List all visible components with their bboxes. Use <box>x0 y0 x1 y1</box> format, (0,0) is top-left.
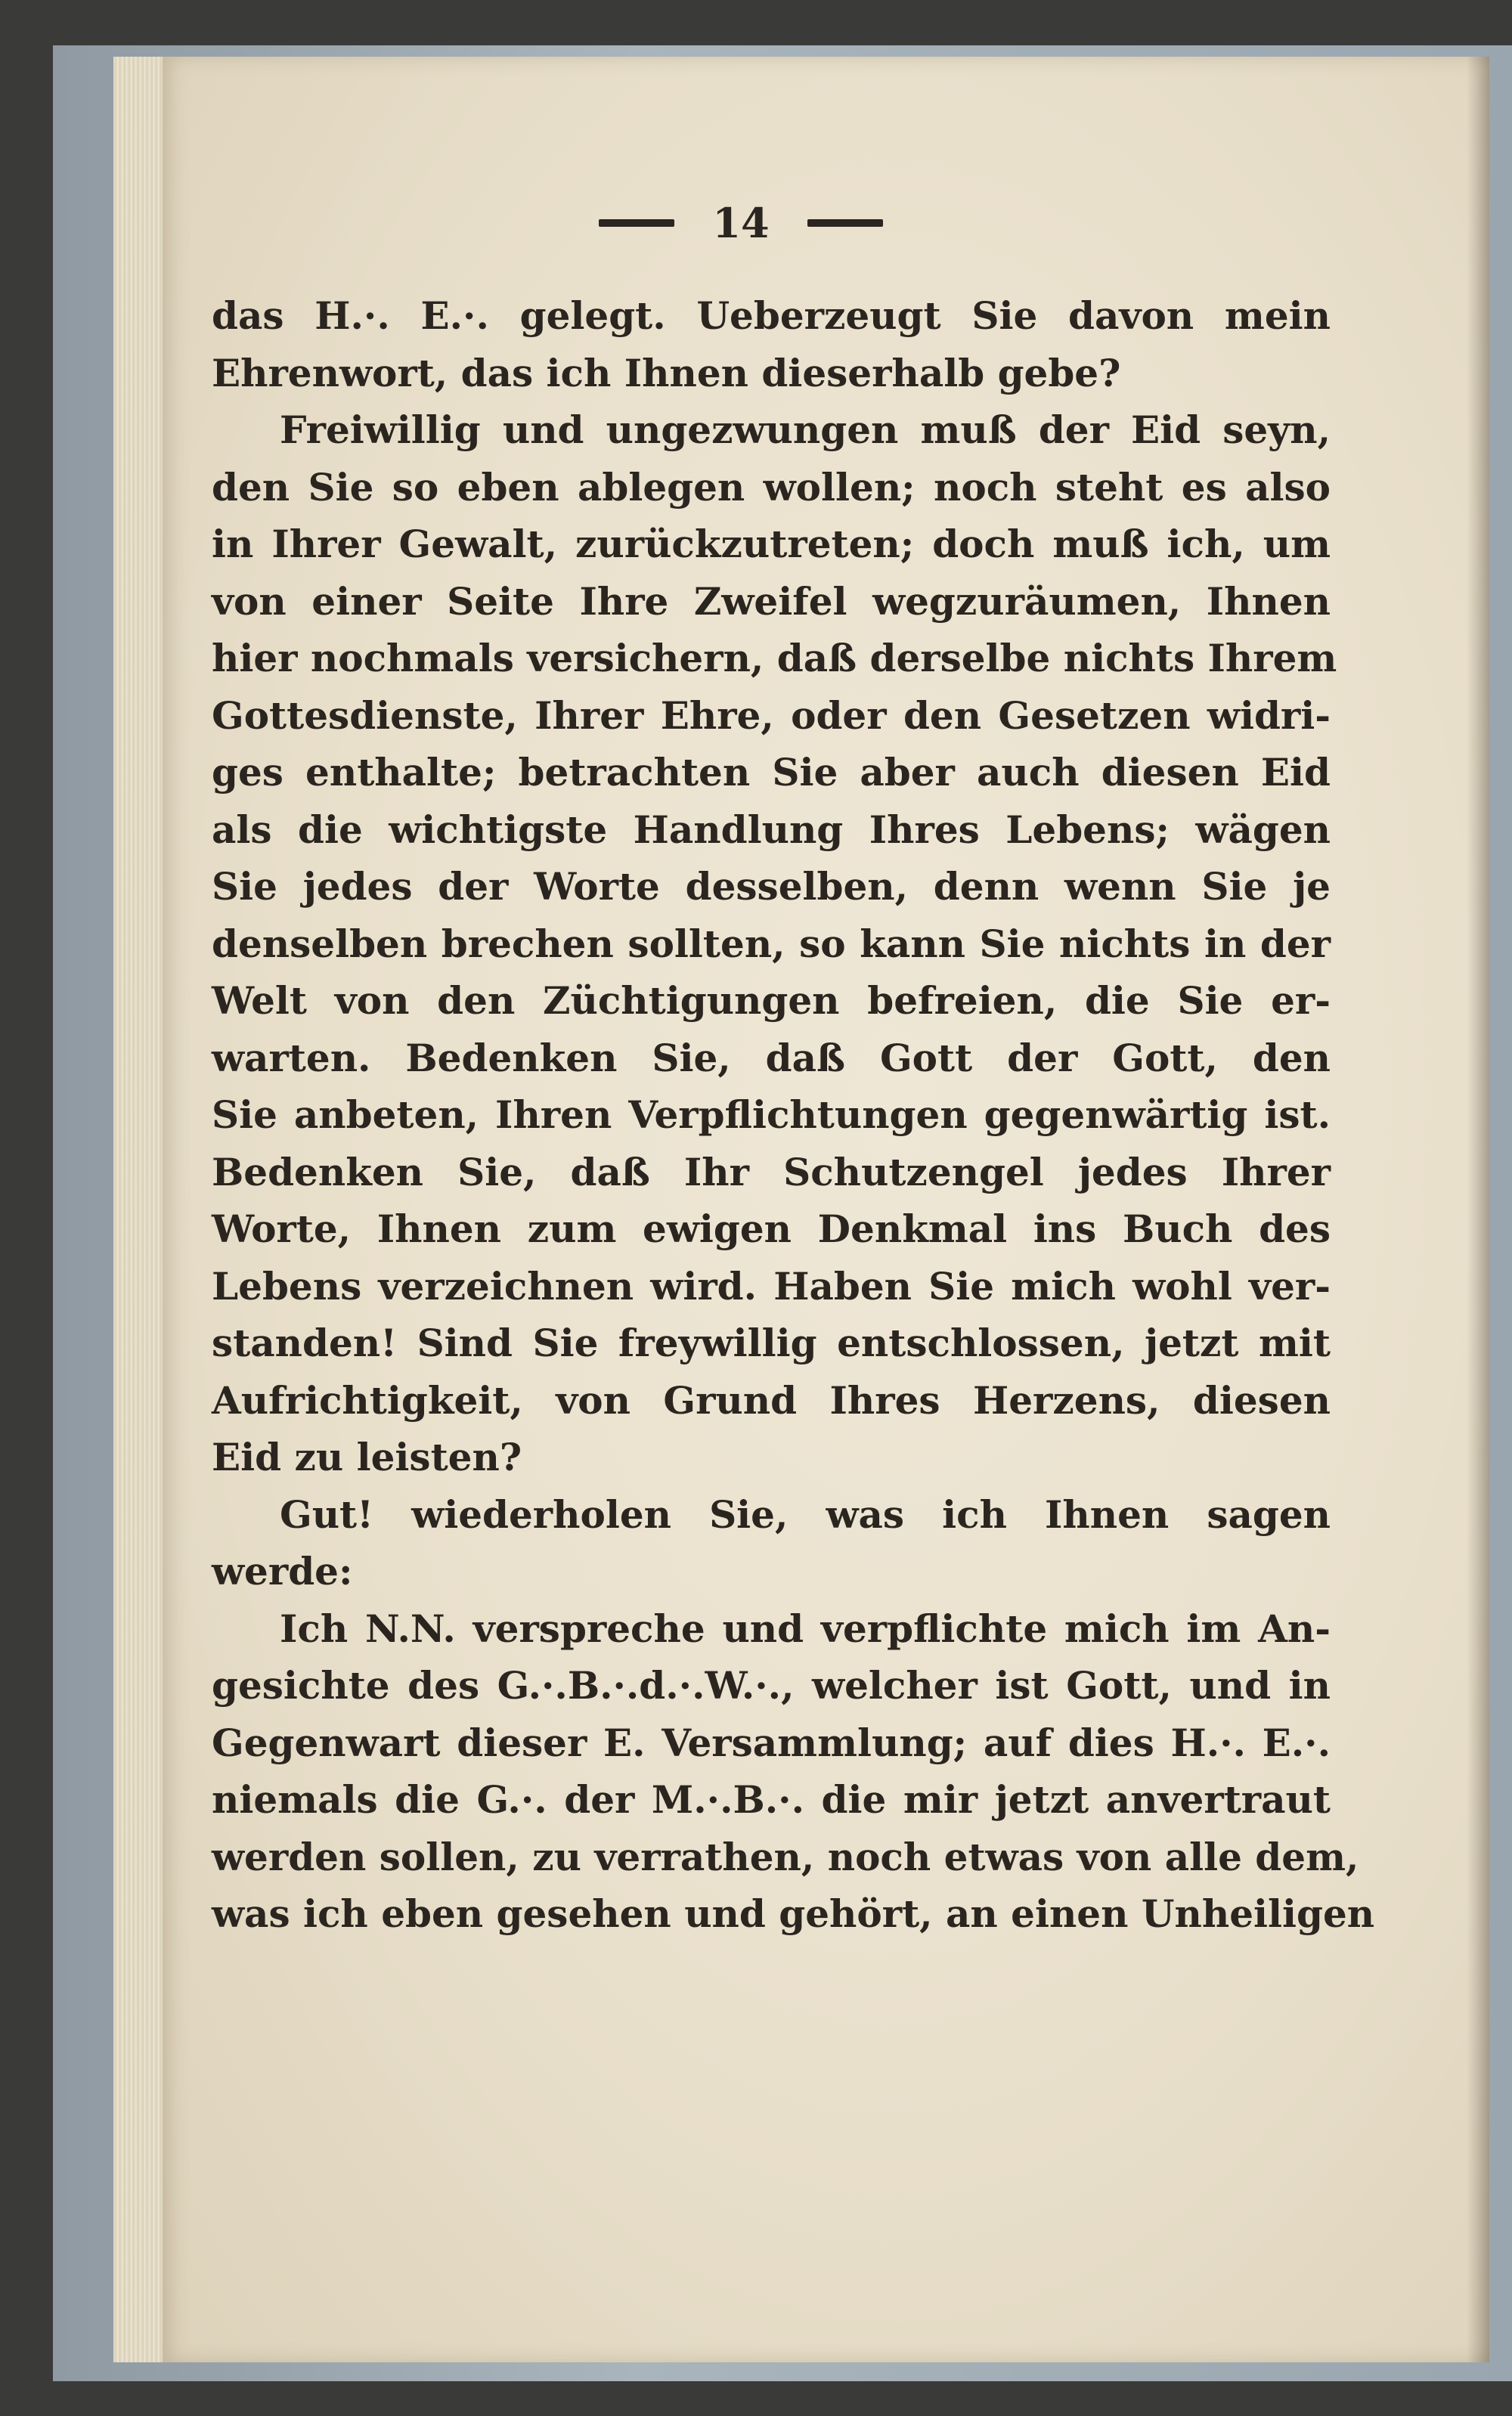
text-line: Gut! wiederholen Sie, was ich Ihnen sagen <box>280 1491 1331 1537</box>
body-text <box>212 287 1375 1943</box>
spine-shade <box>1467 57 1489 2362</box>
text-line: Sie anbeten, Ihren Verpflichtungen gegenwärtig ist. <box>212 1092 1331 1137</box>
text-line: niemals die G.·. der M.·.B.·. die mir jetzt anvertraut <box>212 1777 1331 1822</box>
text-line: Ehrenwort, das ich Ihnen dieserhalb gebe? <box>212 350 1121 395</box>
header-dash-right <box>807 219 883 227</box>
text-line: hier nochmals versichern, daß derselbe nichts Ihrem <box>212 636 1337 680</box>
page-edges <box>113 57 167 2362</box>
text-line: Aufrichtigkeit, von Grund Ihres Herzens, diesen <box>212 1377 1331 1423</box>
text-line: Bedenken Sie, daß Ihr Schutzengel jedes Ihrer <box>212 1149 1331 1194</box>
text-line: das H.·. E.·. gelegt. Ueberzeugt Sie davon mein <box>212 293 1331 338</box>
header-dash-left <box>599 219 674 227</box>
text-line: von einer Seite Ihre Zweifel wegzuräumen, Ihnen <box>212 578 1331 624</box>
text-line: Sie jedes der Worte desselben, denn wenn Sie je <box>212 864 1331 909</box>
text-line: gesichte des G.·.B.·.d.·.W.·., welcher ist Gott, und in <box>212 1663 1331 1708</box>
text-line: den Sie so eben ablegen wollen; noch steht es also <box>212 464 1331 510</box>
page-header <box>559 181 922 265</box>
text-line: werden sollen, zu verrathen, noch etwas von alle dem, <box>212 1834 1359 1879</box>
text-line: Eid zu leisten? <box>212 1435 522 1479</box>
text-line: Ich N.N. verspreche und verpflichte mich im An- <box>280 1606 1331 1651</box>
text-line: werde: <box>212 1549 353 1594</box>
text-line: Gegenwart dieser E. Versammlung; auf dies H.·. E.·. <box>212 1720 1331 1765</box>
text-line: Worte, Ihnen zum ewigen Denkmal ins Buch des <box>212 1206 1331 1251</box>
text-line: standen! Sind Sie freywillig entschlossen, jetzt mit <box>212 1321 1331 1365</box>
page-number: 14 <box>712 199 770 247</box>
text-line: in Ihrer Gewalt, zurückzutreten; doch muß ich, um <box>212 522 1331 566</box>
text-line: Welt von den Züchtigungen befreien, die Sie er- <box>212 978 1331 1023</box>
text-line: Gottesdienste, Ihrer Ehre, oder den Gesetzen widri- <box>212 692 1331 738</box>
text-line: Freiwillig und ungezwungen muß der Eid seyn, <box>280 407 1331 452</box>
text-line: als die wichtigste Handlung Ihres Lebens; wägen <box>212 807 1331 852</box>
text-line: warten. Bedenken Sie, daß Gott der Gott, den <box>212 1035 1331 1080</box>
text-line: ges enthalte; betrachten Sie aber auch diesen Eid <box>212 750 1331 794</box>
text-line: was ich eben gesehen und gehört, an einen Unheiligen <box>212 1891 1375 1936</box>
text-line: Lebens verzeichnen wird. Haben Sie mich wohl ver- <box>212 1263 1331 1309</box>
text-line: denselben brechen sollten, so kann Sie nichts in der <box>212 921 1331 966</box>
